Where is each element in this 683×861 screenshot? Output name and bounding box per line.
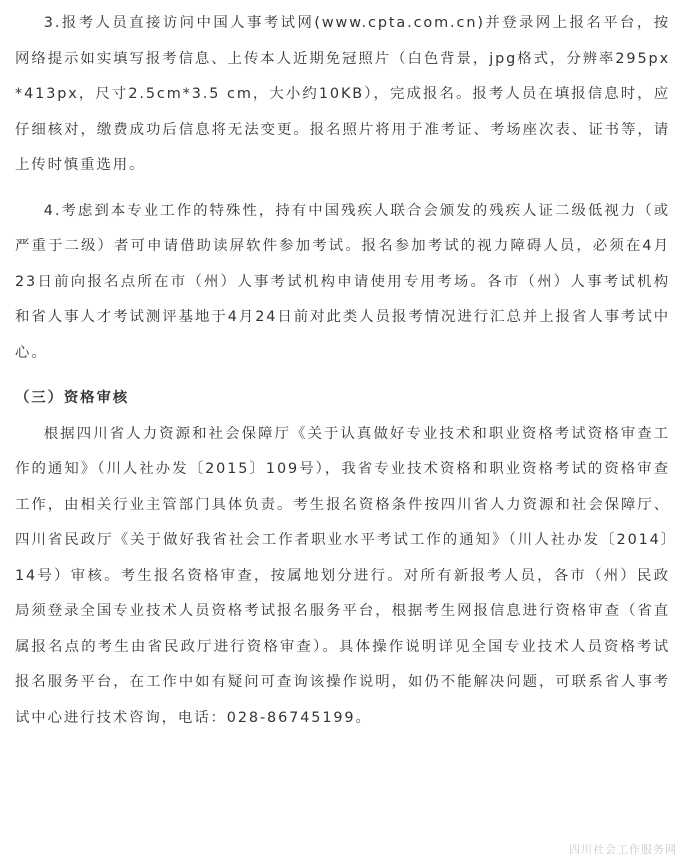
section-heading-qualification-review: （三）资格审核 (15, 390, 130, 406)
watermark: 四川社会工作服务网 (569, 843, 677, 856)
paragraph-item-4: 4.考虑到本专业工作的特殊性，持有中国残疾人联合会颁发的残疾人证二级低视力（或严重于二级）者可申请借助读屏软件参加考试。报名参加考试的视力障碍人员，必须在4月23日前向报名点所在市（州）人事考试机构申请使用专用考场。各市（州）人事考试机构和省人事人才考试测评基地于4月24日前对此类人员报考情况进行汇总并上报省人事考试中心。 (15, 202, 670, 361)
paragraph-item-3: 3.报考人员直接访问中国人事考试网(www.cpta.com.cn)并登录网上报名平台，按网络提示如实填写报考信息、上传本人近期免冠照片（白色背景，jpg格式，分辨率295px*413px，尺寸2.5cm*3.5 cm，大小约10KB），完成报名。报考人员在填报信息时，应仔细核对，缴费成功后信息将无法变更。报名照片将用于准考证、考场座次表、证书等，请上传时慎重选用。 (15, 15, 670, 173)
article-body (15, 6, 670, 736)
paragraph-qualification-review: 根据四川省人力资源和社会保障厅《关于认真做好专业技术和职业资格考试资格审查工作的通知》（川人社办发〔2015〕109号），我省专业技术资格和职业资格考试的资格审查工作，由相关行业主管部门具体负责。考生报名资格条件按四川省人力资源和社会保障厅、四川省民政厅《关于做好我省社会工作者职业水平考试工作的通知》（川人社办发〔2014〕14号）审核。考生报名资格审查，按属地划分进行。对所有新报考人员，各市（州）民政局须登录全国专业技术人员资格考试报名服务平台，根据考生网报信息进行资格审查（省直属报名点的考生由省民政厅进行资格审查）。具体操作说明详见全国专业技术人员资格考试报名服务平台，在工作中如有疑问可查询该操作说明，如仍不能解决问题，可联系省人事考试中心进行技术咨询，电话：028-86745199。 (15, 425, 670, 726)
